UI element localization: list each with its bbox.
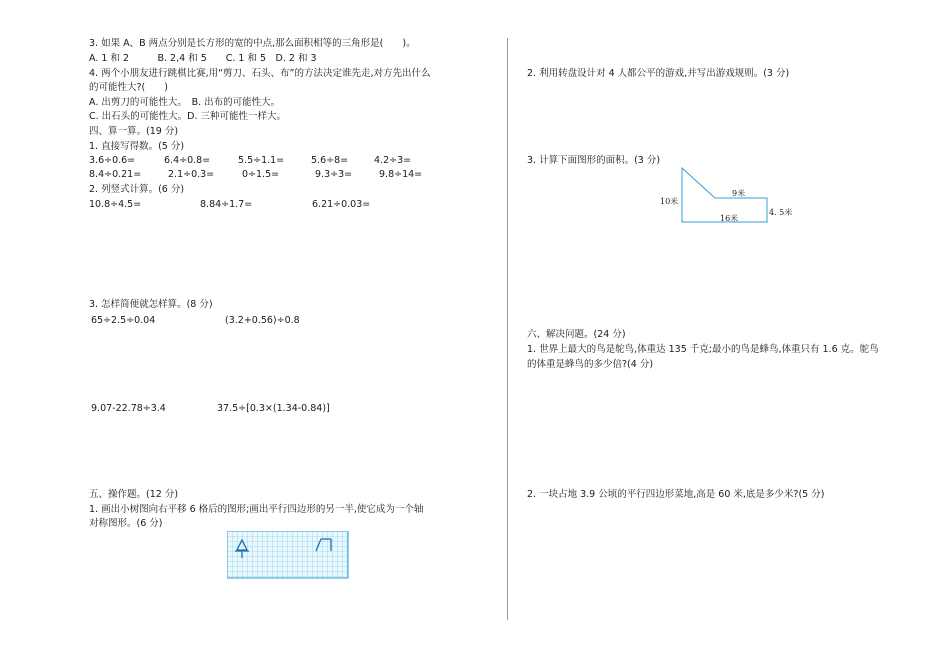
figure-bottom-label: 16米 [720,214,739,223]
q4-options-ab: A. 出剪刀的可能性大。 B. 出布的可能性大。 [89,97,281,108]
op1-text-line2: 对称图形。(6 分) [89,518,163,529]
op1-text-line1: 1. 画出小树图向右平移 6 格后的图形;画出平行四边形的另一半,使它成为一个轴 [89,504,424,515]
section-5-heading: 五、操作题。(12 分) [89,489,179,500]
right-q3-text: 3. 计算下面图形的面积。(3 分) [527,155,661,166]
sub-3-heading: 3. 怎样简便就怎样算。(8 分) [89,299,213,310]
oral-item: 9.3÷3= [315,169,353,180]
expr-2: (3.2+0.56)÷0.8 [225,315,300,326]
calc-item: 8.84÷1.7= [200,199,253,210]
sub-2-heading: 2. 列竖式计算。(6 分) [89,184,185,195]
oral-item: 5.5÷1.1= [238,155,285,166]
oral-item: 5.6÷8= [311,155,349,166]
expr-4: 37.5÷[0.3×(1.34-0.84)] [217,403,330,414]
oral-item: 4.2÷3= [374,155,412,166]
figure-right-label: 4. 5米 [769,208,793,217]
q4-options-cd: C. 出石头的可能性大。D. 三种可能性一样大。 [89,111,287,122]
oral-item: 8.4÷0.21= [89,169,142,180]
figure-left-label: 10米 [660,197,679,206]
expr-1: 65÷2.5÷0.04 [91,315,156,326]
oral-item: 9.8÷14= [379,169,423,180]
p1-text-line1: 1. 世界上最大的鸟是鸵鸟,体重达 135 千克;最小的鸟是蜂鸟,体重只有 1.6 克。鸵鸟 [527,344,879,355]
section-4-heading: 四、算一算。(19 分) [89,126,179,137]
q3-text: 3. 如果 A、B 两点分别是长方形的宽的中点,那么面积相等的三角形是( )。 [89,38,416,49]
p1-text-line2: 的体重是蜂鸟的多少倍?(4 分) [527,359,654,370]
q4-text-line1: 4. 两个小朋友进行跳棋比赛,用“剪刀、石头、布”的方法决定谁先走,对方先出什么 [89,68,431,79]
oral-item: 3.6÷0.6= [89,155,136,166]
sub-1-heading: 1. 直接写得数。(5 分) [89,141,185,152]
calc-item: 6.21÷0.03= [312,199,371,210]
p2-text: 2. 一块占地 3.9 公顷的平行四边形菜地,高是 60 米,底是多少米?(5 分) [527,489,825,500]
grid-lines [227,531,348,578]
oral-item: 6.4÷0.8= [164,155,211,166]
grid-figure [227,531,349,579]
section-6-heading: 六、解决问题。(24 分) [527,329,626,340]
right-q2-text: 2. 利用转盘设计对 4 人都公平的游戏,并写出游戏规则。(3 分) [527,68,790,79]
expr-3: 9.07-22.78÷3.4 [91,403,166,414]
oral-item: 2.1÷0.3= [168,169,215,180]
figure-top-label: 9米 [732,189,746,198]
column-divider [507,38,508,620]
oral-item: 0÷1.5= [242,169,280,180]
q3-options: A. 1 和 2 B. 2,4 和 5 C. 1 和 5 D. 2 和 3 [89,53,317,64]
q4-text-line2: 的可能性大?( ) [89,82,168,93]
calc-item: 10.8÷4.5= [89,199,142,210]
